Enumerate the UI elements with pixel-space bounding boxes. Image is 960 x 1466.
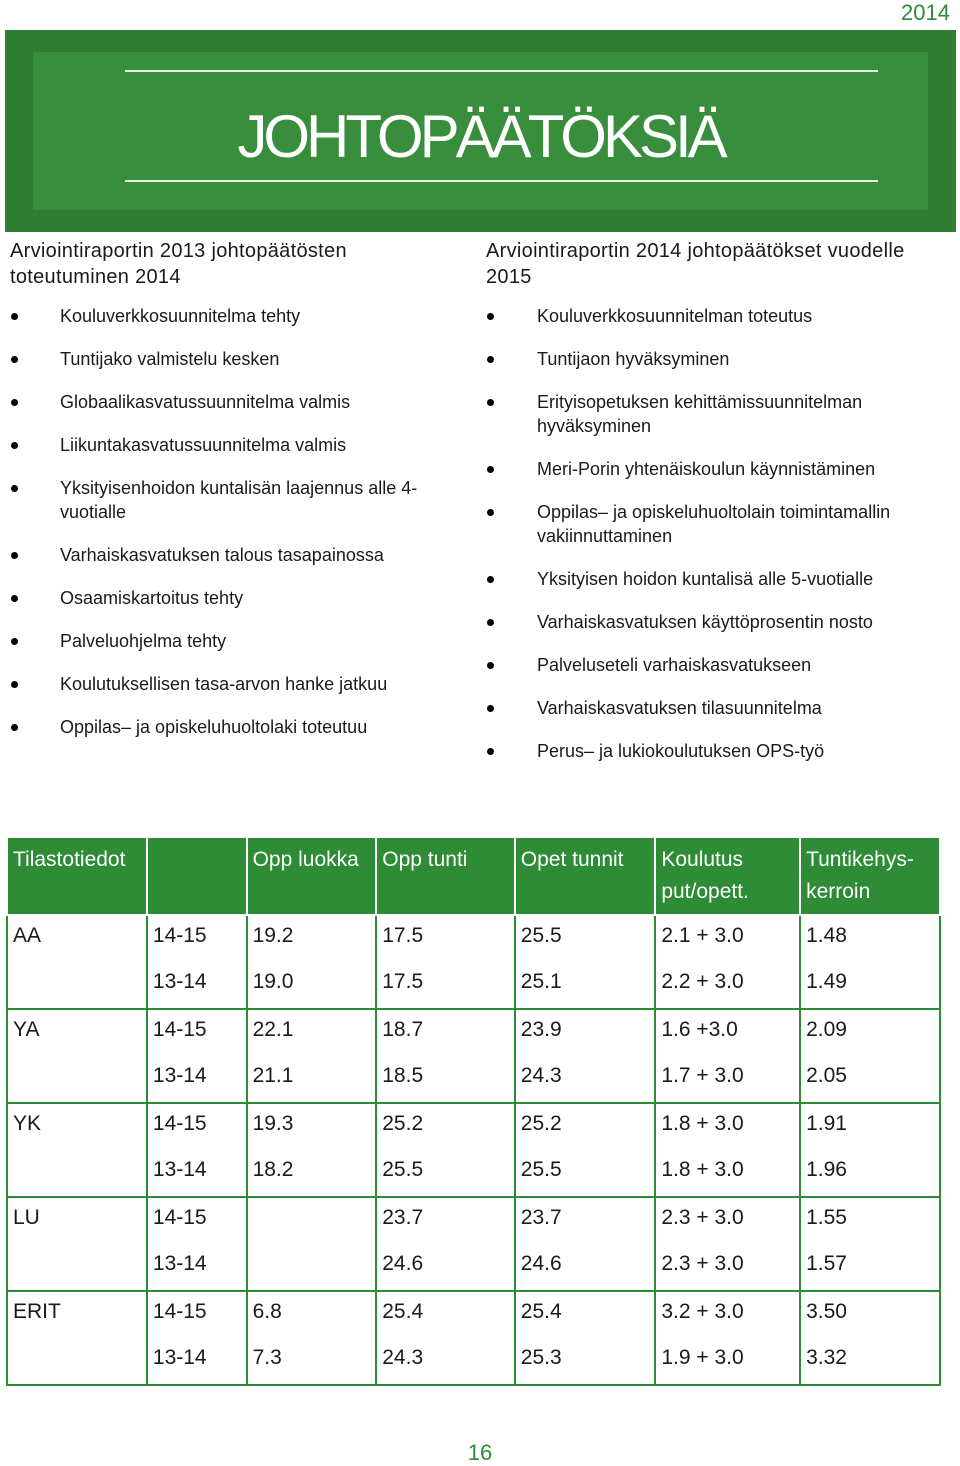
header-cell: Opet tunnit xyxy=(515,837,656,915)
table-cell: 25.2 xyxy=(376,1103,515,1150)
list-item: Osaamiskartoitus tehty xyxy=(10,586,470,610)
table-cell: 23.7 xyxy=(376,1197,515,1244)
table-cell: 2.3 + 3.0 xyxy=(655,1197,800,1244)
list-item: Kouluverkkosuunnitelman toteutus xyxy=(486,304,956,328)
table-cell: 25.3 xyxy=(515,1338,656,1385)
header-cell: Opp luokka xyxy=(247,837,377,915)
table-cell: 2.2 + 3.0 xyxy=(655,962,800,1009)
bullet-icon xyxy=(487,619,494,626)
list-item: Tuntijako valmistelu kesken xyxy=(10,347,470,371)
table-cell: 3.32 xyxy=(800,1338,940,1385)
list-item: Liikuntakasvatussuunnitelma valmis xyxy=(10,433,470,457)
table-row xyxy=(7,1009,940,1056)
table-cell xyxy=(247,1244,377,1291)
table-cell: 24.3 xyxy=(515,1056,656,1103)
year-label: 2014 xyxy=(901,0,950,25)
statistics-table xyxy=(6,836,941,1386)
table-cell: 13-14 xyxy=(147,1338,247,1385)
bullet-icon xyxy=(11,442,18,449)
bullet-icon xyxy=(487,313,494,320)
list-item: Tuntijaon hyväksyminen xyxy=(486,347,956,371)
list-item: Oppilas– ja opiskeluhuoltolain toimintamallin vakiinnuttaminen xyxy=(486,500,956,548)
table-cell: 1.57 xyxy=(800,1244,940,1291)
table-cell: 1.55 xyxy=(800,1197,940,1244)
category-cell: AA xyxy=(7,915,147,962)
category-cell: YK xyxy=(7,1103,147,1150)
table-cell: 18.2 xyxy=(247,1150,377,1197)
category-cell xyxy=(7,1056,147,1103)
table-cell: 2.05 xyxy=(800,1056,940,1103)
table-cell: 1.91 xyxy=(800,1103,940,1150)
table-row xyxy=(7,1197,940,1244)
bullet-icon xyxy=(487,662,494,669)
table-cell: 21.1 xyxy=(247,1056,377,1103)
table-cell: 18.7 xyxy=(376,1009,515,1056)
right-column xyxy=(486,238,956,782)
table-cell: 2.09 xyxy=(800,1009,940,1056)
list-item: Palveluohjelma tehty xyxy=(10,629,470,653)
left-list xyxy=(10,304,470,739)
table-row xyxy=(7,1103,940,1150)
list-item: Yksityisen hoidon kuntalisä alle 5-vuotialle xyxy=(486,567,956,591)
table-cell: 23.7 xyxy=(515,1197,656,1244)
table-cell: 25.4 xyxy=(376,1291,515,1338)
table-cell: 2.1 + 3.0 xyxy=(655,915,800,962)
table-cell: 14-15 xyxy=(147,915,247,962)
list-item: Meri-Porin yhtenäiskoulun käynnistäminen xyxy=(486,457,956,481)
list-item: Yksityisenhoidon kuntalisän laajennus alle 4-vuotialle xyxy=(10,476,470,524)
table-cell: 3.50 xyxy=(800,1291,940,1338)
category-cell: YA xyxy=(7,1009,147,1056)
header-cell: Tilastotiedot xyxy=(7,837,147,915)
list-item: Palveluseteli varhaiskasvatukseen xyxy=(486,653,956,677)
table-cell: 1.96 xyxy=(800,1150,940,1197)
category-cell xyxy=(7,1244,147,1291)
title-banner xyxy=(5,30,956,232)
table-cell: 14-15 xyxy=(147,1009,247,1056)
table-cell: 13-14 xyxy=(147,1150,247,1197)
table-cell: 24.6 xyxy=(376,1244,515,1291)
right-list xyxy=(486,304,956,763)
table-cell: 13-14 xyxy=(147,1244,247,1291)
table-body xyxy=(7,915,940,1385)
table-cell: 1.6 +3.0 xyxy=(655,1009,800,1056)
bullet-icon xyxy=(487,705,494,712)
table-cell: 17.5 xyxy=(376,915,515,962)
table-cell: 23.9 xyxy=(515,1009,656,1056)
table-cell: 24.3 xyxy=(376,1338,515,1385)
table-cell: 1.8 + 3.0 xyxy=(655,1103,800,1150)
title-banner-inner xyxy=(33,52,928,210)
bullet-icon xyxy=(487,466,494,473)
table-cell: 13-14 xyxy=(147,1056,247,1103)
table-cell: 7.3 xyxy=(247,1338,377,1385)
table-cell: 22.1 xyxy=(247,1009,377,1056)
banner-rule-top xyxy=(125,70,878,72)
table-cell: 25.2 xyxy=(515,1103,656,1150)
bullet-icon xyxy=(11,552,18,559)
banner-rule-bottom xyxy=(125,180,878,182)
table-header-row xyxy=(7,837,940,915)
table-cell: 1.48 xyxy=(800,915,940,962)
category-cell: ERIT xyxy=(7,1291,147,1338)
table-cell: 6.8 xyxy=(247,1291,377,1338)
left-heading: Arviointiraportin 2013 johtopäätösten toteutuminen 2014 xyxy=(10,240,347,288)
list-item: Perus– ja lukiokoulutuksen OPS-työ xyxy=(486,739,956,763)
table-cell: 14-15 xyxy=(147,1291,247,1338)
bullet-icon xyxy=(11,638,18,645)
bullet-icon xyxy=(11,595,18,602)
table-cell: 25.4 xyxy=(515,1291,656,1338)
table-cell: 14-15 xyxy=(147,1103,247,1150)
table-cell: 1.8 + 3.0 xyxy=(655,1150,800,1197)
category-cell: LU xyxy=(7,1197,147,1244)
right-heading: Arviointiraportin 2014 johtopäätökset vuodelle 2015 xyxy=(486,240,905,288)
bullet-icon xyxy=(487,576,494,583)
bullet-icon xyxy=(11,724,18,731)
bullet-icon xyxy=(11,356,18,363)
header-cell: Koulutus put/opett. xyxy=(655,837,800,915)
bullet-icon xyxy=(487,356,494,363)
table-cell: 25.5 xyxy=(515,1150,656,1197)
bullet-icon xyxy=(11,681,18,688)
header-cell: Opp tunti xyxy=(376,837,515,915)
table-cell: 19.3 xyxy=(247,1103,377,1150)
list-item: Kouluverkkosuunnitelma tehty xyxy=(10,304,470,328)
table-row xyxy=(7,1291,940,1338)
table-cell: 1.7 + 3.0 xyxy=(655,1056,800,1103)
bullet-icon xyxy=(487,748,494,755)
bullet-icon xyxy=(11,313,18,320)
list-item: Varhaiskasvatuksen tilasuunnitelma xyxy=(486,696,956,720)
table-cell: 3.2 + 3.0 xyxy=(655,1291,800,1338)
table-cell: 1.49 xyxy=(800,962,940,1009)
table-cell: 24.6 xyxy=(515,1244,656,1291)
category-cell xyxy=(7,962,147,1009)
page-title: JOHTOPÄÄTÖKSIÄ xyxy=(237,103,724,170)
list-item: Koulutuksellisen tasa-arvon hanke jatkuu xyxy=(10,672,470,696)
left-column xyxy=(10,238,470,758)
table-row xyxy=(7,962,940,1009)
table-row xyxy=(7,915,940,962)
bullet-icon xyxy=(487,399,494,406)
table-cell: 2.3 + 3.0 xyxy=(655,1244,800,1291)
table-row xyxy=(7,1244,940,1291)
bullet-icon xyxy=(487,509,494,516)
table-row xyxy=(7,1338,940,1385)
bullet-icon xyxy=(11,399,18,406)
header-cell xyxy=(147,837,247,915)
header-cell: Tuntikehys-kerroin xyxy=(800,837,940,915)
page-number: 16 xyxy=(467,1440,493,1465)
table-cell xyxy=(247,1197,377,1244)
list-item: Globaalikasvatussuunnitelma valmis xyxy=(10,390,470,414)
table-cell: 19.2 xyxy=(247,915,377,962)
table-row xyxy=(7,1150,940,1197)
list-item: Varhaiskasvatuksen käyttöprosentin nosto xyxy=(486,610,956,634)
table-cell: 17.5 xyxy=(376,962,515,1009)
category-cell xyxy=(7,1150,147,1197)
table-row xyxy=(7,1056,940,1103)
table-cell: 25.5 xyxy=(515,915,656,962)
table-cell: 19.0 xyxy=(247,962,377,1009)
table-cell: 13-14 xyxy=(147,962,247,1009)
table-cell: 25.5 xyxy=(376,1150,515,1197)
category-cell xyxy=(7,1338,147,1385)
table-cell: 25.1 xyxy=(515,962,656,1009)
table-cell: 1.9 + 3.0 xyxy=(655,1338,800,1385)
bullet-icon xyxy=(11,485,18,492)
list-item: Oppilas– ja opiskeluhuoltolaki toteutuu xyxy=(10,715,470,739)
list-item: Varhaiskasvatuksen talous tasapainossa xyxy=(10,543,470,567)
list-item: Erityisopetuksen kehittämissuunnitelman hyväksyminen xyxy=(486,390,956,438)
table-cell: 18.5 xyxy=(376,1056,515,1103)
table-cell: 14-15 xyxy=(147,1197,247,1244)
